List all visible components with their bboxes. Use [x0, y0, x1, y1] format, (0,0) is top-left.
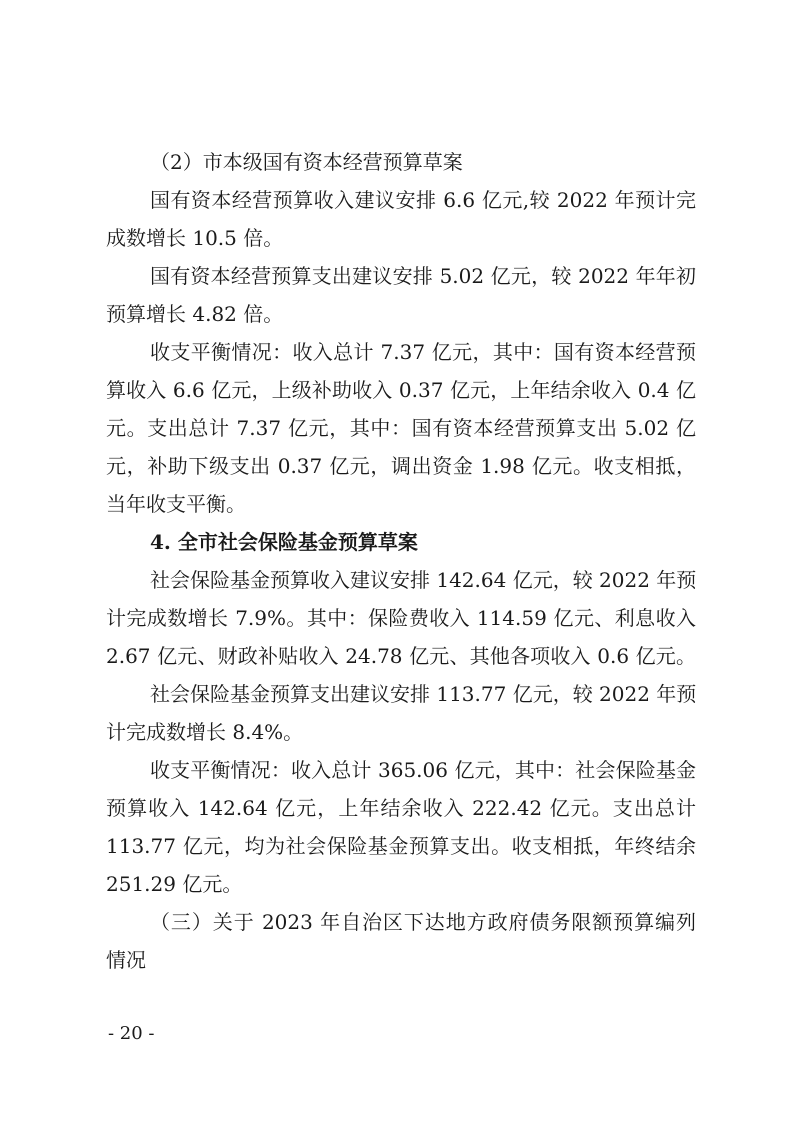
section-heading-debt-limit: （三）关于 2023 年自治区下达地方政府债务限额预算编列: [150, 910, 696, 934]
paragraph-line: 成数增长 10.5 倍。: [106, 226, 284, 250]
paragraph-line: 元。支出总计 7.37 亿元，其中：国有资本经营预算支出 5.02 亿: [106, 416, 696, 440]
section-heading-state-capital: （2）市本级国有资本经营预算草案: [150, 150, 463, 174]
paragraph-line: 收支平衡情况：收入总计 7.37 亿元，其中：国有资本经营预: [150, 340, 696, 364]
paragraph-line: 当年收支平衡。: [106, 492, 246, 516]
section-heading-debt-limit-cont: 情况: [106, 948, 146, 972]
paragraph-line: 预算收入 142.64 亿元，上年结余收入 222.42 亿元。支出总计: [106, 796, 696, 820]
paragraph-line: 社会保险基金预算支出建议安排 113.77 亿元，较 2022 年预: [150, 682, 697, 706]
paragraph-line: 计完成数增长 8.4%。: [106, 720, 304, 744]
paragraph-line: 国有资本经营预算收入建议安排 6.6 亿元,较 2022 年预计完: [150, 188, 696, 212]
paragraph-line: 国有资本经营预算支出建议安排 5.02 亿元，较 2022 年年初: [150, 264, 696, 288]
page-number: - 20 -: [108, 1023, 155, 1044]
paragraph-line: 113.77 亿元，均为社会保险基金预算支出。收支相抵，年终结余: [106, 834, 696, 858]
paragraph-line: 计完成数增长 7.9%。其中：保险费收入 114.59 亿元、利息收入: [106, 606, 696, 630]
paragraph-line: 算收入 6.6 亿元，上级补助收入 0.37 亿元，上年结余收入 0.4 亿: [106, 378, 696, 402]
paragraph-line: 收支平衡情况：收入总计 365.06 亿元，其中：社会保险基金: [150, 758, 696, 782]
paragraph-line: 预算增长 4.82 倍。: [106, 302, 284, 326]
paragraph-line: 元，补助下级支出 0.37 亿元，调出资金 1.98 亿元。收支相抵，: [106, 454, 696, 478]
paragraph-line: 2.67 亿元、财政补贴收入 24.78 亿元、其他各项收入 0.6 亿元。: [106, 644, 696, 668]
paragraph-line: 社会保险基金预算收入建议安排 142.64 亿元，较 2022 年预: [150, 568, 697, 592]
paragraph-line: 251.29 亿元。: [106, 872, 243, 896]
section-heading-social-insurance: 4. 全市社会保险基金预算草案: [150, 530, 418, 554]
